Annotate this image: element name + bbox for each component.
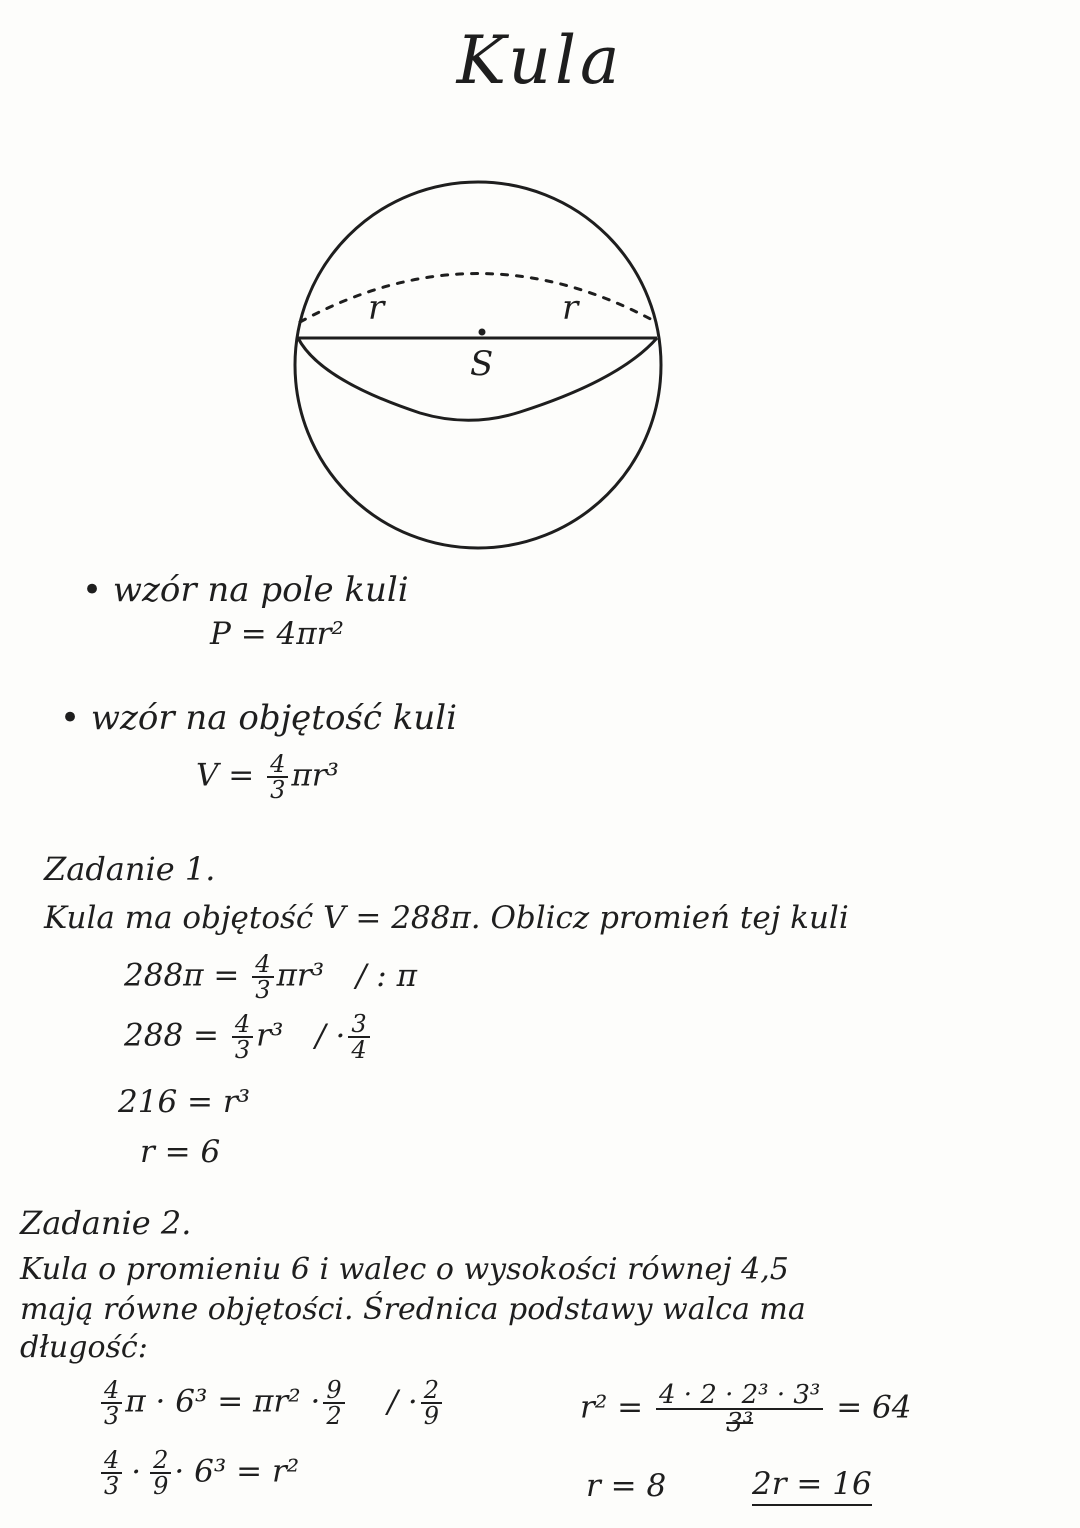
task2-result-diameter: 2r = 16 [752,1466,872,1506]
volume-lhs: V = [196,757,265,794]
task2-statement-line2: mają równe objętości. Średnica podstawy walca ma [20,1292,806,1327]
task2-statement-line3: długość: [20,1330,148,1365]
task2-eq1: $\frac{4}{3}$ π · 6³ = πr² · $\frac{9}{2}$ / · $\frac{2}{9}$ [98,1378,445,1428]
radius-label-left: r [368,288,385,328]
task2-result-r: r = 8 [586,1468,667,1504]
task2-statement-line1: Kula o promieniu 6 i walec o wysokości równej 4,5 [20,1252,789,1287]
task1-heading: Zadanie 1. [44,850,216,888]
volume-fraction: $\frac{4}{3}$ [267,752,288,802]
center-label: S [470,344,494,384]
volume-formula [196,752,339,802]
area-formula: P = 4πr² [210,616,344,652]
task1-statement: Kula ma objętość V = 288π. Oblicz promień tej kuli [44,900,849,936]
task1-line1: 288π = $\frac{4}{3}$ πr³ / : π [124,950,417,1004]
page-title: Kula [456,22,624,99]
task2-heading: Zadanie 2. [20,1204,192,1242]
task1-line2: 288 = $\frac{4}{3}$ r³ / · $\frac{3}{4}$ [124,1012,373,1062]
task1-line3: 216 = r³ [118,1084,251,1120]
task2-eq2: $\frac{4}{3}$ · $\frac{2}{9}$ · 6³ = r² [98,1448,299,1498]
radius-label-right: r [562,288,579,328]
center-point [479,329,486,336]
volume-rhs: πr³ [291,757,339,794]
volume-formula-heading: • wzór na objętość kuli [60,698,457,738]
equator-back-dashed [300,274,656,323]
task2-eq3: r² = $\frac{\text{4 · 2 · 2³ · 3³}}{\text{3³}}$ = 64 [580,1380,912,1438]
area-formula-heading: • wzór na pole kuli [82,570,409,610]
task1-line4: r = 6 [140,1134,221,1170]
